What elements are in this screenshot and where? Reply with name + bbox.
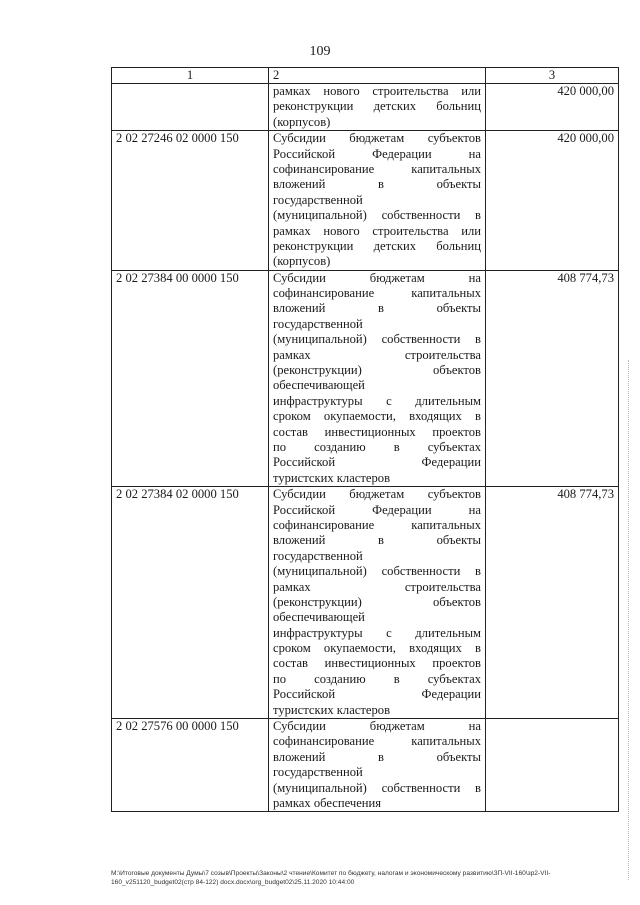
- description-line: рамках строительства: [273, 347, 481, 362]
- description-line: Российской Федерации на: [273, 502, 481, 517]
- description-line: обеспечивающей: [273, 378, 365, 393]
- header-col-3: 3: [486, 68, 619, 84]
- footer-line-1: M:\Итоговые документы Думы\7 созыв\Проекты\Законы\2 чтение\Комитет по бюджету, налогам и экономическому развитию\ЗП-VII-160\зр2-VII-: [111, 870, 551, 877]
- description-line: государственной: [273, 316, 363, 331]
- description-line: Российской Федерации на: [273, 146, 481, 161]
- description-line: софинансирование капитальных: [273, 517, 481, 532]
- description-line: Субсидии бюджетам субъектов: [273, 131, 481, 146]
- table-row: [112, 84, 619, 131]
- margin-rule: [628, 360, 630, 880]
- budget-code-cell: [112, 84, 269, 131]
- description-line: реконструкции детских больниц: [273, 99, 481, 114]
- description-line: (реконструкции) объектов: [273, 363, 481, 378]
- table-row: [112, 487, 619, 719]
- budget-table-body: [112, 68, 619, 812]
- description-line: государственной: [273, 548, 363, 563]
- description-line: вложений в объекты: [273, 533, 481, 548]
- header-col-1: 1: [112, 68, 269, 84]
- description-line: рамках нового строительства или: [273, 223, 481, 238]
- description-line: (муниципальной) собственности в: [273, 332, 481, 347]
- budget-code-cell: 2 02 27384 00 0000 150: [112, 270, 269, 486]
- description-line: обеспечивающей: [273, 610, 365, 625]
- description-line: сроком окупаемости, входящих в: [273, 409, 481, 424]
- table-header-row: [112, 68, 619, 84]
- description-cell: [269, 84, 486, 131]
- budget-code-cell: 2 02 27384 02 0000 150: [112, 487, 269, 719]
- description-line: по созданию в субъектах: [273, 439, 481, 454]
- description-line: государственной: [273, 192, 363, 207]
- description-line: государственной: [273, 765, 363, 780]
- budget-code-cell: 2 02 27246 02 0000 150: [112, 131, 269, 271]
- description-cell: [269, 487, 486, 719]
- description-line: рамках нового строительства или: [273, 84, 481, 98]
- amount-cell: 420 000,00: [486, 131, 619, 271]
- table-row: [112, 131, 619, 271]
- description-line: рамках обеспечения: [273, 795, 382, 810]
- budget-code-cell: 2 02 27576 00 0000 150: [112, 719, 269, 812]
- description-line: (корпусов): [273, 254, 331, 269]
- description-cell: [269, 270, 486, 486]
- description-cell: [269, 719, 486, 812]
- description-line: (реконструкции) объектов: [273, 594, 481, 609]
- description-line: (муниципальной) собственности в: [273, 780, 481, 795]
- description-line: реконструкции детских больниц: [273, 238, 481, 253]
- description-line: вложений в объекты: [273, 301, 481, 316]
- description-line: рамках строительства: [273, 579, 481, 594]
- description-line: Субсидии бюджетам на: [273, 270, 481, 285]
- footer-line-2: 160_v251120_budget02(стр 84-122) docx.docx\org_budget02\25.11.2020 10:44:00: [111, 879, 355, 886]
- description-cell: [269, 131, 486, 271]
- description-line: Субсидии бюджетам на: [273, 719, 481, 734]
- amount-cell: 408 774,73: [486, 270, 619, 486]
- description-line: софинансирование капитальных: [273, 286, 481, 301]
- file-path-footer: [111, 869, 616, 887]
- description-line: софинансирование капитальных: [273, 734, 481, 749]
- table-row: [112, 719, 619, 812]
- amount-cell: 420 000,00: [486, 84, 619, 131]
- amount-cell: 408 774,73: [486, 487, 619, 719]
- description-line: (муниципальной) собственности в: [273, 208, 481, 223]
- description-line: состав инвестиционных проектов: [273, 656, 481, 671]
- description-line: инфраструктуры с длительным: [273, 625, 481, 640]
- description-line: сроком окупаемости, входящих в: [273, 641, 481, 656]
- amount-cell: [486, 719, 619, 812]
- description-line: вложений в объекты: [273, 177, 481, 192]
- description-line: (корпусов): [273, 114, 331, 129]
- description-line: Субсидии бюджетам субъектов: [273, 487, 481, 502]
- description-line: софинансирование капитальных: [273, 161, 481, 176]
- description-line: по созданию в субъектах: [273, 671, 481, 686]
- description-line: состав инвестиционных проектов: [273, 424, 481, 439]
- description-line: инфраструктуры с длительным: [273, 393, 481, 408]
- description-line: туристских кластеров: [273, 470, 391, 485]
- description-line: Российской Федерации: [273, 687, 481, 702]
- page-number: 109: [309, 44, 331, 59]
- description-line: Российской Федерации: [273, 455, 481, 470]
- description-line: туристских кластеров: [273, 702, 391, 717]
- table-row: [112, 270, 619, 486]
- description-line: (муниципальной) собственности в: [273, 564, 481, 579]
- budget-table: [111, 67, 619, 812]
- header-col-2: 2: [269, 68, 486, 84]
- description-line: вложений в объекты: [273, 749, 481, 764]
